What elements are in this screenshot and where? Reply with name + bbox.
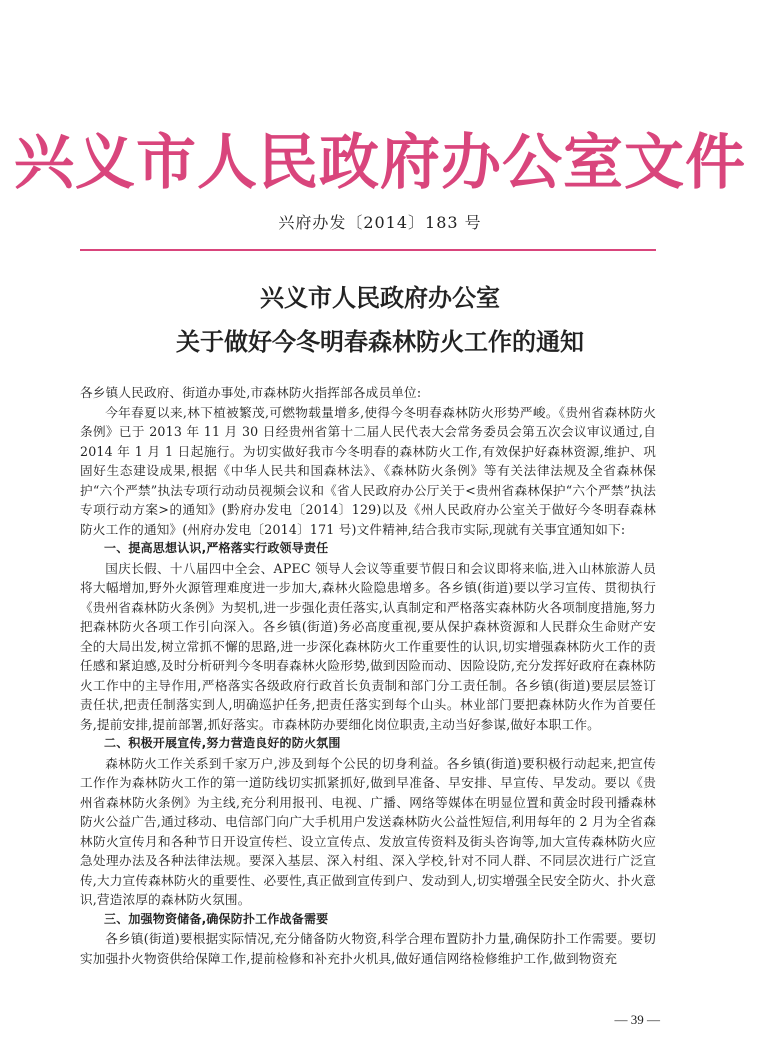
section-heading-3: 三、加强物资储备,确保防扑工作战备需要 (104, 911, 329, 926)
page-number: — 39 — (614, 1012, 660, 1027)
section-1-paragraph: 国庆长假、十八届四中全会、APEC 领导人会议等重要节假日和会议即将来临,进入山林旅游人员将大幅增加,野外火源管理难度进一步加大,森林火险隐患增多。各乡镇(街道)要以学习宣传、贯彻执行《贵州省森林防火条例》为契机,进一步强化责任落实,认真制定和严格落实森林防火各项制度措施,努力把森林防火各项工作引向深入。各乡镇(街道)务必高度重视,要从保护森林资源和人民群众生命财产安全的大局出发,树立常抓不懈的思路,进一步深化森林防火工作重要性的认识,切实增强森林防火工作的责任感和紧迫感,及时分析研判今冬明春森林火险形势,做到因险而动、因险设防,充分发挥好政府在森林防火工作中的主导作用,严格落实各级政府行政首长负责制和部门分工责任制。各乡镇(街道)要层层签订责任状,把责任制落实到人,明确巡护任务,把责任落实到每个山头。林业部门要把森林防火作为首要任务,提前安排,提前部署,抓好落实。市森林防办要细化岗位职责,主动当好参谋,做好本职工作。 (80, 560, 656, 732)
red-divider-rule (80, 249, 656, 251)
notice-title-line2: 关于做好今冬明春森林防火工作的通知 (176, 327, 584, 356)
notice-title-line1: 兴义市人民政府办公室 (260, 283, 500, 312)
document-header-title: 兴义市人民政府办公室文件 (14, 128, 746, 198)
section-heading-1: 一、提高思想认识,严格落实行政领导责任 (104, 541, 329, 555)
document-body (80, 383, 656, 968)
intro-paragraph: 今年春夏以来,林下植被繁茂,可燃物载量增多,使得今冬明春森林防火形势严峻。《贵州省森林防火条例》已于 2013 年 11 月 30 日经贵州省第十二届人民代表大会常务委员会第五次会议审议通过,自 2014 年 1 月 1 日起施行。为切实做好我市今冬明春的森林防火工作,有效保护好森林资源,维护、巩固好生态建设成果,根据《中华人民共和国森林法》、《森林防火条例》等有关法律法规及全省森林保护“六个严禁”执法专项行动动员视频会议和《省人民政府办公厅关于<贵州省森林保护“六个严禁”执法专项行动方案>的通知》(黔府办发电〔2014〕129)以及《州人民政府办公室关于做好今冬明春森林防火工作的通知》(州府办发电〔2014〕171 号)文件精神,结合我市实际,现就有关事宜通知如下: (80, 404, 656, 537)
salutation: 各乡镇人民政府、街道办事处,市森林防火指挥部各成员单位: (80, 385, 422, 400)
section-3-paragraph: 各乡镇(街道)要根据实际情况,充分储备防火物资,科学合理布置防扑力量,确保防扑工作需要。要切实加强扑火物资供给保障工作,提前检修和补充扑火机具,做好通信网络检修维护工作,做到物资充 (80, 931, 656, 966)
section-heading-2: 二、积极开展宣传,努力营造良好的防火氛围 (104, 736, 341, 750)
section-2-paragraph: 森林防火工作关系到千家万户,涉及到每个公民的切身利益。各乡镇(街道)要积极行动起来,把宣传工作作为森林防火工作的第一道防线切实抓紧抓好,做到早准备、早安排、早宣传、早发动。要以《贵州省森林防火条例》为主线,充分利用报刊、电视、广播、网络等媒体在明显位置和黄金时段刊播森林防火公益广告,通过移动、电信部门向广大手机用户发送森林防火公益性短信,利用每年的 2 月为全省森林防火宣传月和各种节日开设宣传栏、设立宣传点、发放宣传资料及街头咨询等,加大宣传森林防火应急处理办法及各种法律法规。要深入基层、深入村组、深入学校,针对不同人群、不同层次进行广泛宣传,大力宣传森林防火的重要性、必要性,真正做到宣传到户、发动到人,切实增强全民安全防火、扑火意识,营造浓厚的森林防火氛围。 (80, 755, 656, 907)
document-number: 兴府办发〔2014〕183 号 (278, 213, 482, 232)
